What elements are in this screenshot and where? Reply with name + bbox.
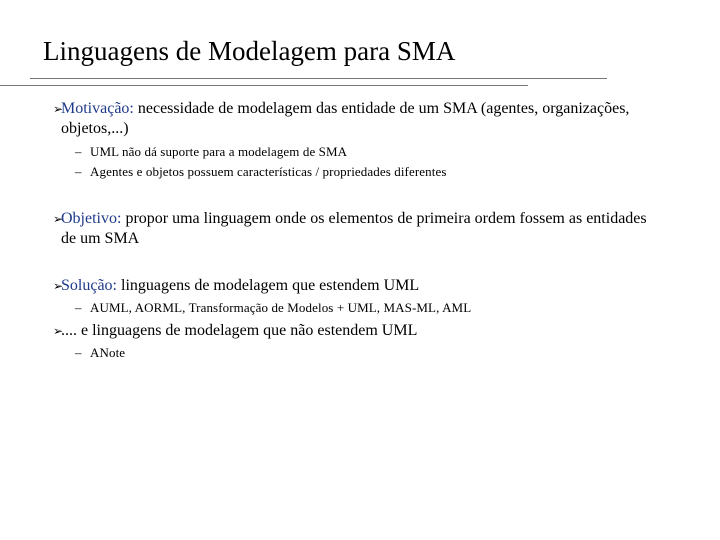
sub-item-text: UML não dá suporte para a modelagem de SMA [90, 144, 348, 159]
sub-item [75, 142, 347, 162]
bullet-body: propor uma linguagem onde os elementos de primeira ordem fossem as entidades de um SMA [61, 210, 647, 247]
bullet-text [61, 99, 663, 139]
bullet-objetivo [53, 209, 663, 249]
dash-icon: – [75, 164, 82, 179]
bullet-body: necessidade de modelagem das entidade de um SMA (agentes, organizações, objetos,...) [61, 100, 630, 137]
bullet-alternativa [53, 321, 663, 341]
dash-icon: – [75, 300, 82, 315]
arrow-bullet-icon: ➢ [53, 279, 64, 293]
bullet-motivacao [53, 99, 663, 139]
sub-item-text: Agentes e objetos possuem características / propriedades diferentes [90, 164, 447, 179]
title-rule-top [30, 78, 607, 79]
bullet-text [61, 276, 663, 296]
dash-icon: – [75, 144, 82, 159]
sub-item [75, 343, 125, 363]
bullet-lead: Objetivo: [61, 210, 122, 227]
sub-item-text: ANote [90, 345, 126, 360]
bullet-text [61, 209, 663, 249]
bullet-lead: Motivação: [61, 100, 134, 117]
bullet-solucao [53, 276, 663, 296]
bullet-body: linguagens de modelagem que estendem UML [117, 277, 420, 294]
bullet-text [61, 321, 663, 341]
arrow-bullet-icon: ➢ [53, 212, 64, 226]
sub-item [75, 162, 447, 182]
arrow-bullet-icon: ➢ [53, 102, 64, 116]
sub-item [75, 298, 471, 318]
slide-title: Linguagens de Modelagem para SMA [43, 36, 456, 66]
bullet-lead: Solução: [61, 277, 117, 294]
bullet-body: .... e linguagens de modelagem que não estendem UML [61, 322, 418, 339]
arrow-bullet-icon: ➢ [53, 324, 64, 338]
title-rule-bottom [0, 85, 528, 86]
dash-icon: – [75, 345, 82, 360]
sub-item-text: AUML, AORML, Transformação de Modelos + UML, MAS-ML, AML [90, 300, 472, 315]
